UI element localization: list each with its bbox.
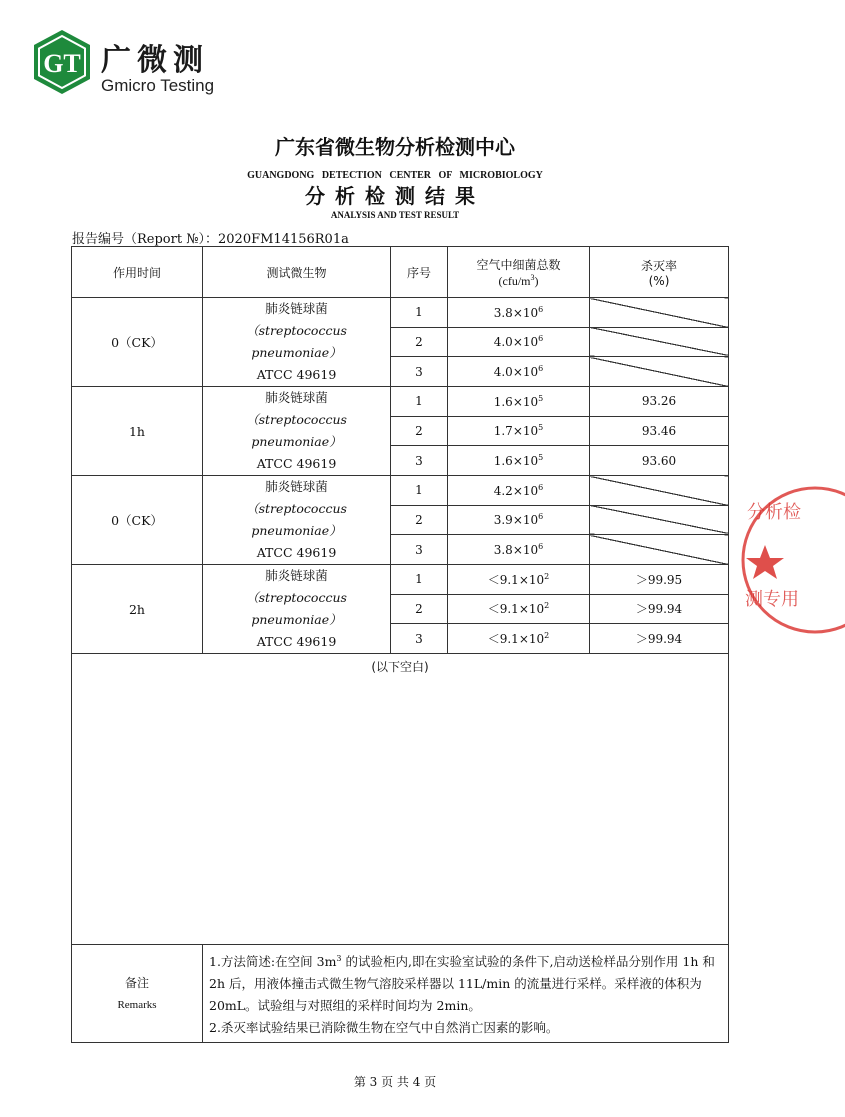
table-row: [72, 565, 729, 595]
header-kill-rate: [590, 247, 729, 298]
remarks-line2: 2.杀灭率试验结果已消除微生物在空气中自然消亡因素的影响。: [209, 1020, 559, 1036]
svg-text:GT: GT: [43, 49, 81, 78]
organism-cell: [203, 298, 391, 387]
brand-name-en: Gmicro Testing: [101, 76, 215, 95]
table-row: [72, 387, 729, 417]
remarks-line1: 1.方法简述:在空间 $3m^3$ 的试验柜内,即在实验室试验的条件下,启动送检样品分别作用 1h 和 2h 后，用液体撞击式微生物气溶胶采样器以 11L/min 的流量进行采样。采样液的体积为 20mL。试验组与对照组的采样时间均为 2min。: [209, 954, 715, 1014]
blank-row: [72, 654, 729, 945]
seq-cell: 2: [391, 416, 448, 446]
organism-cell: [203, 387, 391, 476]
seq-cell: 1: [391, 387, 448, 417]
remarks-row: [72, 945, 729, 1043]
seq-cell: 3: [391, 446, 448, 476]
time-cell: 2h: [72, 565, 203, 654]
remarks-label: 备注 Remarks: [72, 945, 203, 1043]
report-number: 报告编号（Report №）：2020FM14156R01a: [72, 232, 349, 247]
organism-name-latin: （streptococcus pneumoniae）: [246, 590, 347, 627]
time-cell: 1h: [72, 387, 203, 476]
kill-rate-cell-na: [590, 535, 729, 565]
result-title-cn: 分析检测结果: [305, 184, 485, 208]
time-cell: 0（CK）: [72, 298, 203, 387]
kill-rate-cell-na: [590, 357, 729, 387]
svg-text:分析检: 分析检: [747, 502, 801, 523]
count-cell: $4.0\times 10^6$: [448, 357, 590, 387]
count-cell: $4.0\times 10^6$: [448, 327, 590, 357]
organism-name-cn: 肺炎链球菌: [265, 568, 328, 583]
time-cell: 0（CK）: [72, 476, 203, 565]
header-count-unit: $(cfu/m^3)$: [498, 272, 539, 288]
count-cell: $1.7\times 10^5$: [448, 416, 590, 446]
result-title-en: ANALYSIS AND TEST RESULT: [330, 210, 460, 220]
seq-cell: 3: [391, 357, 448, 387]
table-row: [72, 476, 729, 506]
header-count-line1: 空气中细菌总数: [476, 257, 561, 272]
organism-name-latin: （streptococcus pneumoniae）: [246, 323, 347, 360]
organism-name-latin: （streptococcus pneumoniae）: [246, 412, 347, 449]
header-kill-unit: (%): [648, 273, 670, 288]
kill-rate-cell: ＞99.95: [590, 565, 729, 595]
count-cell: $<9.1\times 10^2$: [448, 565, 590, 595]
count-cell: $1.6\times 10^5$: [448, 387, 590, 417]
count-cell: $4.2\times 10^6$: [448, 476, 590, 506]
kill-rate-cell-na: [590, 298, 729, 328]
header-kill-line1: 杀灭率: [640, 258, 677, 273]
blank-note: (以下空白): [72, 654, 729, 945]
organism-name-latin: （streptococcus pneumoniae）: [246, 501, 347, 538]
header-organism: 测试微生物: [203, 247, 391, 298]
count-cell: $3.8\times 10^6$: [448, 298, 590, 328]
seq-cell: 3: [391, 624, 448, 654]
kill-rate-cell: 93.60: [590, 446, 729, 476]
count-cell: $<9.1\times 10^2$: [448, 624, 590, 654]
seq-cell: 2: [391, 327, 448, 357]
center-title-cn: 广东省微生物分析检测中心: [275, 135, 515, 159]
organism-name-cn: 肺炎链球菌: [265, 390, 328, 405]
red-seal-stamp: [735, 480, 845, 640]
table-header-row: [72, 247, 729, 298]
svg-text:测专用: 测专用: [745, 589, 799, 610]
kill-rate-cell: 93.26: [590, 387, 729, 417]
kill-rate-cell-na: [590, 327, 729, 357]
organism-strain: ATCC 49619: [256, 367, 337, 382]
kill-rate-cell-na: [590, 505, 729, 535]
organism-name-cn: 肺炎链球菌: [265, 301, 328, 316]
brand-name-cn: 广微测: [101, 43, 209, 78]
kill-rate-cell: ＞99.94: [590, 594, 729, 624]
header-time: 作用时间: [72, 247, 203, 298]
seq-cell: 1: [391, 298, 448, 328]
organism-strain: ATCC 49619: [256, 634, 337, 649]
kill-rate-cell: 93.46: [590, 416, 729, 446]
header-seq: 序号: [391, 247, 448, 298]
organism-strain: ATCC 49619: [256, 456, 337, 471]
seq-cell: 1: [391, 565, 448, 595]
organism-cell: [203, 476, 391, 565]
kill-rate-cell-na: [590, 476, 729, 506]
count-cell: $1.6\times 10^5$: [448, 446, 590, 476]
gmicro-logo: [28, 28, 96, 96]
remarks-content: [203, 945, 729, 1043]
page-footer: 第 3 页 共 4 页: [353, 1075, 437, 1089]
count-cell: $3.9\times 10^6$: [448, 505, 590, 535]
count-cell: $<9.1\times 10^2$: [448, 594, 590, 624]
organism-name-cn: 肺炎链球菌: [265, 479, 328, 494]
organism-cell: [203, 565, 391, 654]
seq-cell: 1: [391, 476, 448, 506]
center-title-en: GUANGDONG DETECTION CENTER OF MICROBIOLOGY: [247, 170, 543, 181]
count-cell: $3.8\times 10^6$: [448, 535, 590, 565]
seq-cell: 2: [391, 505, 448, 535]
header-count: [448, 247, 590, 298]
kill-rate-cell: ＞99.94: [590, 624, 729, 654]
organism-strain: ATCC 49619: [256, 545, 337, 560]
seq-cell: 3: [391, 535, 448, 565]
table-row: [72, 298, 729, 328]
results-table: [71, 246, 729, 1043]
seq-cell: 2: [391, 594, 448, 624]
